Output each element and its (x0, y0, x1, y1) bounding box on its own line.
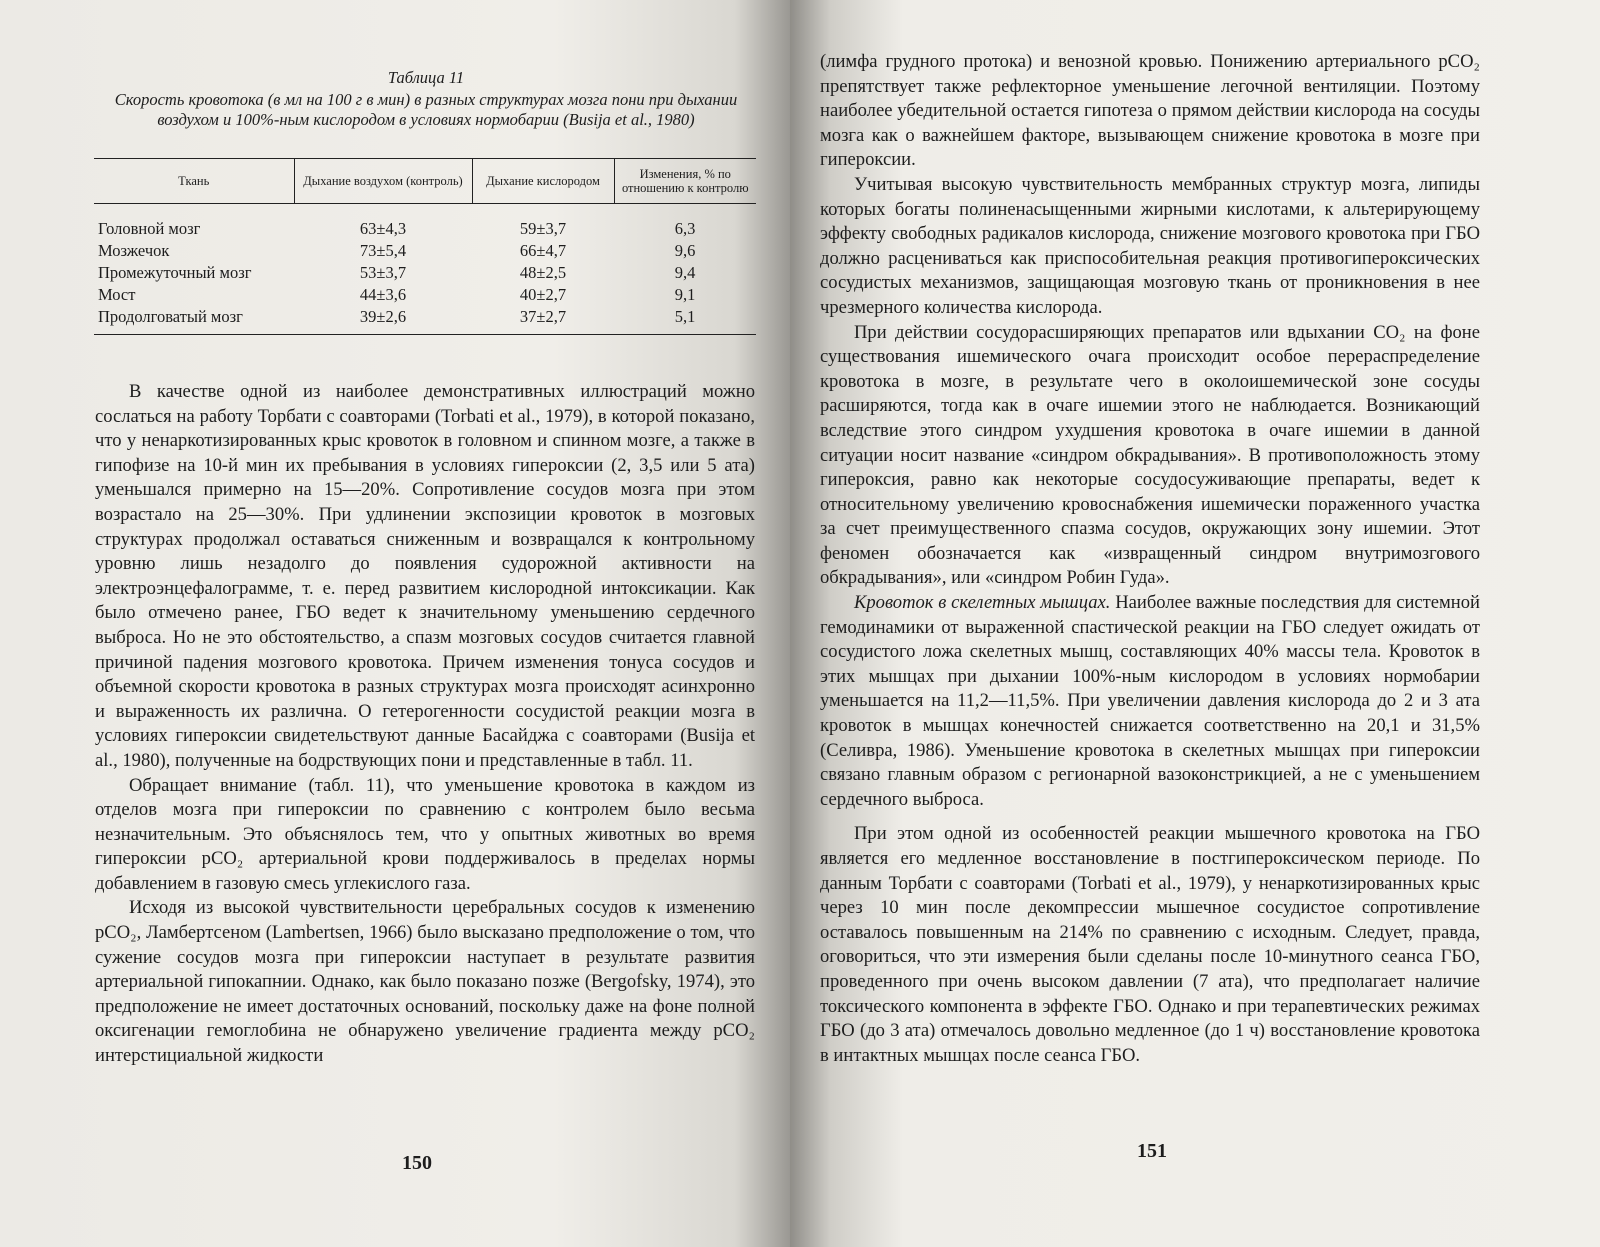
cell-change: 9,6 (674, 241, 696, 260)
paragraph: Обращает внимание (табл. 11), что уменьшение кровотока в каждом из отделов мозга при гипероксии по сравнению с контролем было весьма незначительным. Это объяснялось тем, что у опытных животных во время гипероксии pCO₂ артериальной крови поддерживалось в пределах нормы добавлением в газовую смесь углекислого газа. (95, 774, 755, 894)
paragraph: (лимфа грудного протока) и венозной кровью. Понижению артериального pCO₂ препятствует также рефлекторное уменьшение легочной вентиляции. Поэтому наиболее убедительной остается гипотеза о прямом действии кислорода на сосуды мозга как о важнейшем факторе, вызывающем снижение кровотока в мозге при гипероксии. (820, 51, 1480, 171)
cell-oxygen: 59±3,7 (519, 219, 567, 238)
cell-oxygen: 40±2,7 (519, 285, 567, 304)
cell-air: 44±3,6 (359, 285, 407, 304)
cell-tissue: Продолговатый мозг (94, 306, 294, 335)
paragraph (820, 591, 1480, 812)
cell-air: 53±3,7 (359, 263, 407, 282)
page-number-right: 151 (1137, 1140, 1167, 1162)
header-tissue: Ткань (94, 159, 294, 204)
table-row (94, 240, 756, 262)
cell-tissue: Мозжечок (98, 241, 170, 260)
paragraph: Учитывая высокую чувствительность мембранных структур мозга, липиды которых богаты полиненасыщенными жирными кислотами, к альтерирующему эффекту свободных радикалов кислорода, снижение мозгового кровотока при ГБО должно расцениваться как приспособительная реакция противогипероксических сосудистых механизмов, защищающая мозговую ткань от проникновения в нее чрезмерного количества кислорода. (820, 173, 1480, 318)
table-row (94, 306, 756, 335)
table-number: Таблица 11 (387, 68, 465, 87)
cell-tissue: Промежуточный мозг (98, 263, 252, 282)
paragraph-text: Наиболее важные последствия для системной гемодинамики от выраженной спастической реакции на ГБО следует ожидать от сосудистого ложа скелетных мышц, составляющих 40% массы тела. Кровоток в этих мышцах при дыхании 100%-ным кислородом в условиях нормобарии уменьшается на 11,2—11,5%. При увеличении давления кислорода до 2 и 3 ата кровоток в мышцах конечностей снижается соответственно на 20,1 и 31,5% (Селиврa, 1986). Уменьшение кровотока в скелетных мышцах при гипероксии связано главным образом с регионарной вазоконстрикцией, а не с уменьшением сердечного выброса. (820, 592, 1481, 810)
paragraph: При действии сосудорасширяющих препаратов или вдыхании CO₂ на фоне существования ишемического очага происходит особое перераспределение кровотока в мозге, в результате чего в околоишемической зоне сосуды расширяются, тогда как в очаге ишемии этого не наблюдается. Возникающий вследствие этого синдром ухудшения кровотока в очаге ишемии в данной ситуации носит название «синдром обкрадывания». В противоположность этому гипероксия, равно как некоторые сосудосуживающие препараты, ведет к относительному увеличению кровоснабжения ишемически пораженного участка за счет преимущественного спазма сосудов, окружающих зону ишемии. Этот феномен обозначается как «извращенный синдром внутримозгового обкрадывания», или «синдром Робин Гуда». (820, 321, 1480, 589)
paragraph: При этом одной из особенностей реакции мышечного кровотока на ГБО является его медленное восстановление в постгипероксическом периоде. По данным Торбати с соавторами (Torbati et al., 1979), у ненаркотизированных крыс через 10 мин после декомпрессии мышечное сосудистое сопротивление оставалось повышенным на 214% по сравнению с исходным. Следует, правда, оговориться, что эти измерения были сделаны после 10-минутного сеанса ГБО, проведенного при очень высоком давлении (7 ата), что предполагает наличие токсического компонента в эффекте ГБО. Однако и при терапевтических режимах ГБО (до 3 ата) отмечалось довольно медленное (до 1 ч) восстановление кровотока в интактных мышцах после сеанса ГБО. (820, 823, 1480, 1066)
table-header-row (94, 159, 756, 204)
section-heading: Кровоток в скелетных мышцах. (854, 592, 1111, 614)
cell-change: 9,4 (674, 263, 696, 282)
right-body-text (820, 50, 1480, 1068)
cell-oxygen: 37±2,7 (472, 306, 614, 335)
left-page (0, 0, 790, 1247)
table-row (94, 262, 756, 284)
table-row (94, 204, 756, 241)
cell-oxygen: 48±2,5 (519, 263, 567, 282)
table-title: Скорость кровотока (в мл на 100 г в мин) в разных структурах мозга пони при дыхании воздухом и 100%-ным кислородом в условиях нормобарии (Busija et al., 1980) (114, 90, 738, 129)
cell-change: 5,1 (614, 306, 756, 335)
right-page (790, 0, 1600, 1247)
cell-air: 39±2,6 (294, 306, 472, 335)
paragraph: В качестве одной из наиболее демонстративных иллюстраций можно сослаться на работу Торбати с соавторами (Torbati et al., 1979), в которой показано, что у ненаркотизированных крыс кровоток в головном и спинном мозге, а также в гипофизе на 10-й мин их пребывания в условиях гипероксии (2, 3,5 или 5 ата) уменьшался примерно на 15—20%. Сопротивление сосудов мозга при этом возрастало на 25—30%. При удлинении экспозиции кровоток в мозговых структурах продолжал оставаться сниженным и возвращался к контрольному уровню лишь незадолго до появления судорожной активности на электроэнцефалограмме, т. е. перед развитием кислородной интоксикации. Как было отмечено ранее, ГБО ведет к значительному уменьшению сердечного выброса. Но не это обстоятельство, а спазм мозговых сосудов считается главной причиной падения мозгового кровотока. Причем изменения тонуса сосудов и объемной скорости кровотока в разных структурах мозга происходят асинхронно и выраженность их различна. О гетерогенности сосудистой реакции мозга в условиях гипероксии свидетельствуют данные Басайджа с соавторами (Busija et al., 1980), полученные на бодрствующих пони и представленные в табл. 11. (95, 381, 755, 771)
cell-change: 9,1 (674, 285, 696, 304)
cell-tissue: Головной мозг (98, 219, 201, 238)
paragraph: Исходя из высокой чувствительности церебральных сосудов к изменению pCO₂, Ламбертсеном (Lambertsen, 1966) было высказано предположение о том, что сужение сосудов мозга при гипероксии наступает в результате развития артериальной гипокапнии. Однако, как было показано позже (Bergofsky, 1974), это предположение не имеет достаточных оснований, поскольку даже на фоне полной оксигенации гемоглобина не обнаружено увеличение градиента между pCO₂ интерстициальной жидкости (95, 897, 755, 1067)
cell-tissue: Мост (98, 285, 136, 304)
header-air: Дыхание воздухом (контроль) (294, 159, 472, 204)
cell-air: 63±4,3 (359, 219, 407, 238)
left-body-text (95, 380, 755, 1069)
cell-change: 6,3 (674, 219, 696, 238)
header-oxygen: Дыхание кислородом (472, 159, 614, 204)
blood-flow-table (94, 158, 756, 335)
table-caption (96, 68, 756, 130)
cell-air: 73±5,4 (359, 241, 407, 260)
page-number-left: 150 (402, 1152, 432, 1174)
cell-oxygen: 66±4,7 (519, 241, 567, 260)
header-change: Изменения, % по отношению к контролю (614, 159, 756, 204)
table-row (94, 284, 756, 306)
